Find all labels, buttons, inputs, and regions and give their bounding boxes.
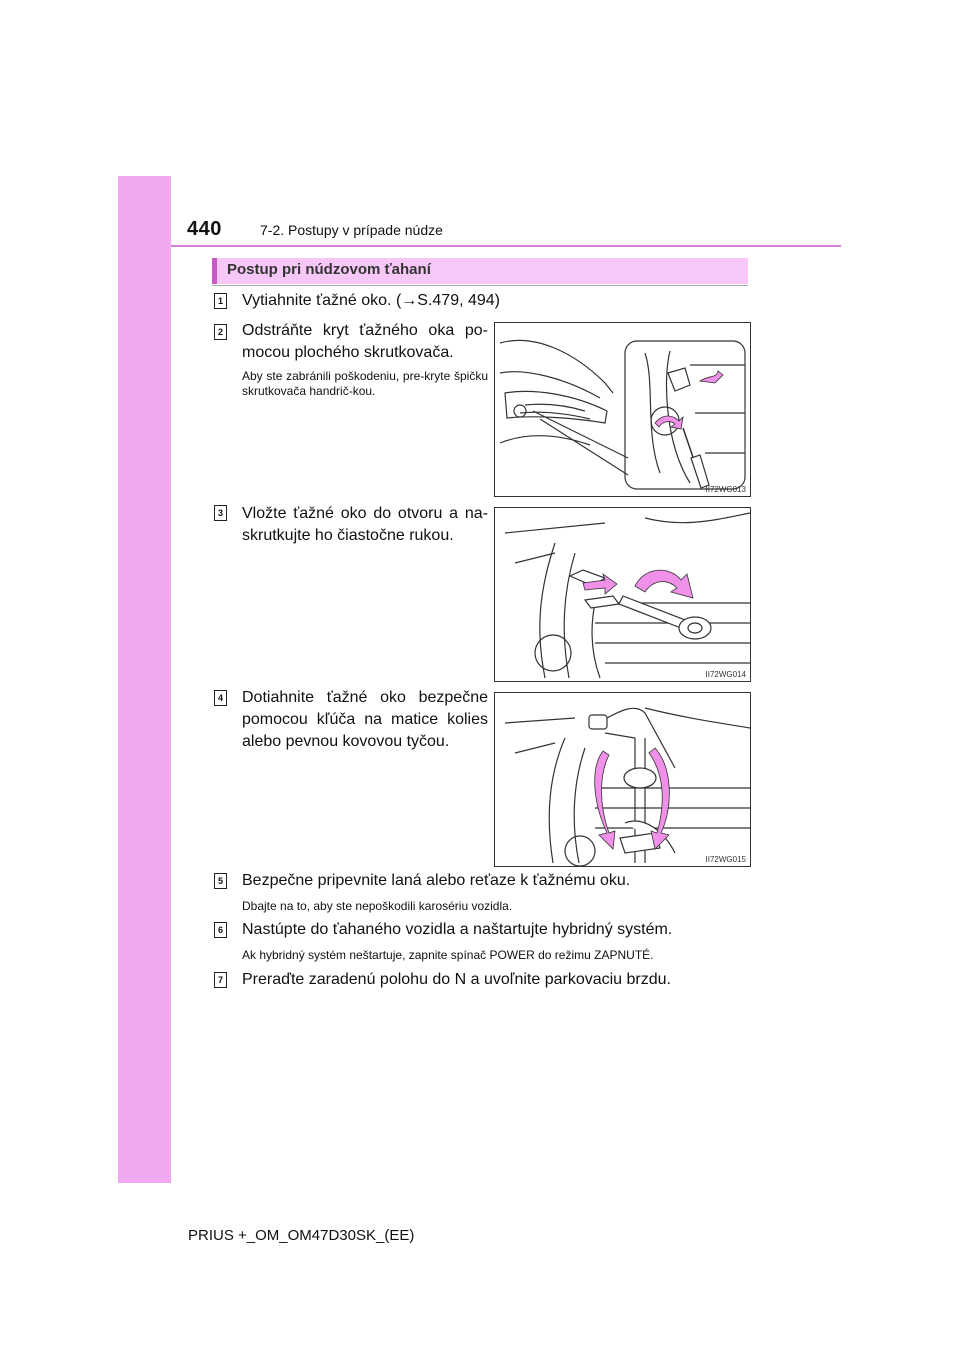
- document-id: PRIUS +_OM_OM47D30SK_(EE): [188, 1227, 415, 1244]
- step-1-text: Vytiahnite ťažné oko. (→S.479, 494): [242, 292, 500, 309]
- step-number-4: 4: [214, 690, 227, 706]
- page-number: 440: [187, 218, 222, 240]
- step-7-text: Preraďte zaradenú polohu do N a uvoľnite parkovaciu brzdu.: [242, 971, 671, 988]
- section-title: 7-2. Postupy v prípade núdze: [260, 222, 443, 238]
- figure-remove-cover: [494, 322, 751, 497]
- step-3-text: Vložte ťažné oko do otvoru a na-skrutkujte ho čiastočne rukou.: [242, 505, 488, 544]
- step-number-2: 2: [214, 324, 227, 340]
- procedure-heading: Postup pri núdzovom ťahaní: [227, 261, 431, 278]
- step-number-3: 3: [214, 505, 227, 521]
- step-number-7: 7: [214, 972, 227, 988]
- step-6-note: Ak hybridný systém neštartuje, zapnite spínač POWER do režimu ZAPNUTÉ.: [242, 948, 654, 962]
- step-5-note: Dbajte na to, aby ste nepoškodili karosériu vozidla.: [242, 899, 513, 913]
- chapter-sidebar-tab: [118, 176, 171, 1183]
- step-4-text: Dotiahnite ťažné oko bezpečne pomocou kľúča na matice kolies alebo pevnou kovovou tyčou.: [242, 689, 488, 750]
- procedure-heading-box: [212, 258, 748, 284]
- step-5-text: Bezpečne pripevnite laná alebo reťaze k ťažnému oku.: [242, 872, 631, 889]
- figure-code: II72WG013: [705, 485, 746, 494]
- step-number-5: 5: [214, 873, 227, 889]
- step-2-text: Odstráňte kryt ťažného oka po-mocou plochého skrutkovača.: [242, 322, 488, 361]
- figure-code: II72WG014: [705, 670, 746, 679]
- step-6-text: Nastúpte do ťahaného vozidla a naštartujte hybridný systém.: [242, 921, 673, 938]
- heading-divider: [212, 285, 748, 286]
- step-number-6: 6: [214, 922, 227, 938]
- header-divider: [171, 245, 841, 247]
- step-2-note: Aby ste zabránili poškodeniu, pre-kryte špičku skrutkovača handrič-kou.: [242, 369, 488, 398]
- figure-insert-tow-eye: [494, 507, 751, 682]
- figure-code: II72WG015: [705, 855, 746, 864]
- figure-tighten-tow-eye: [494, 692, 751, 867]
- step-number-1: 1: [214, 293, 227, 309]
